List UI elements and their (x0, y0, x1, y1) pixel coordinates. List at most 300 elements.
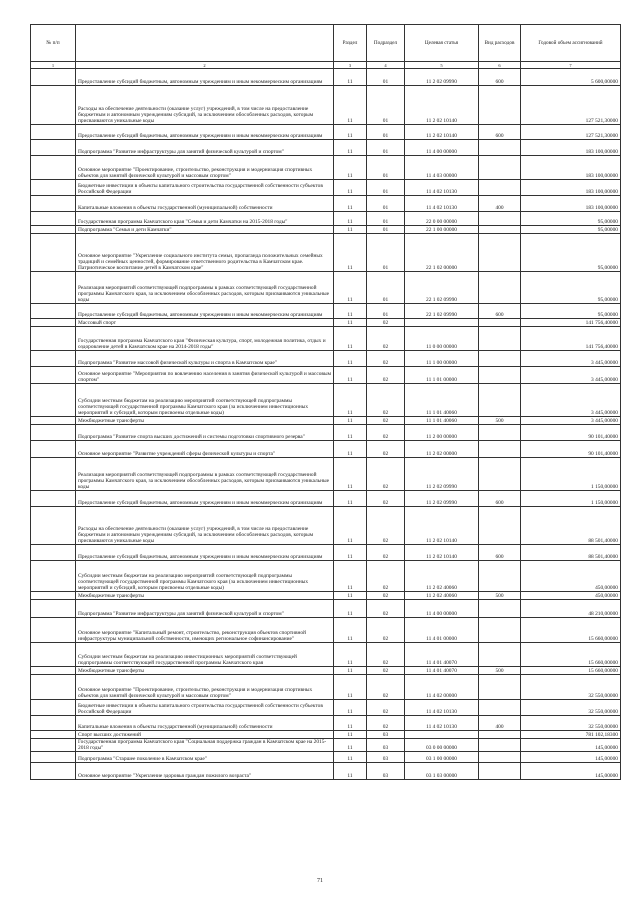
row-amount: 32 550,00000 (521, 716, 621, 731)
row-expense-type (479, 351, 521, 367)
row-amount: 3 445,00000 (521, 351, 621, 367)
row-section: 11 (334, 643, 367, 667)
row-section: 11 (334, 125, 367, 140)
table-row (31, 716, 621, 731)
row-target-article: 11 4 03 00000 (405, 156, 479, 180)
row-name: Бюджетные инвестиции в объекты капитального строительства государственной собственности субъектов Российской Федерации (76, 180, 334, 196)
table-row (31, 739, 621, 752)
row-num (31, 545, 76, 561)
header-name (76, 25, 334, 62)
column-number: 3 (334, 62, 367, 69)
row-section: 11 (334, 417, 367, 425)
row-name: Субсидии местным бюджетам на реализацию мероприятий соответствующей подпрограммы соответствующей государственной программы Камчатского края (за исключением инвестиционных мероприятий и субсидий, которым присвоены отдельные коды) (76, 384, 334, 417)
row-target-article: 11 4 02 10130 (405, 196, 479, 212)
row-amount: 3 445,00000 (521, 417, 621, 425)
row-name: Бюджетные инвестиции в объекты капитального строительства государственной собственности субъектов Российской Федерации (76, 700, 334, 716)
page-number: 71 (317, 878, 323, 884)
row-name: Основное мероприятие "Укрепление социального института семьи, пропаганда положительных семейных традиций и семейных ценностей, формирование ответственного родительства в Камчатском крае. Патриотическое воспитание детей в Камчатском крае" (76, 234, 334, 272)
row-num (31, 327, 76, 351)
row-amount: 48 210,00000 (521, 600, 621, 618)
row-amount: 781 102,18300 (521, 731, 621, 739)
row-target-article: 11 4 01 40070 (405, 667, 479, 675)
row-section: 11 (334, 716, 367, 731)
row-section: 11 (334, 507, 367, 545)
row-name: Субсидии местным бюджетам на реализацию мероприятий соответствующей подпрограммы соответствующей государственной программы Камчатского края (за исключением инвестиционных мероприятий и субсидий, которым присвоены отдельные коды) (76, 561, 334, 592)
row-target-article: 11 2 02 09990 (405, 458, 479, 491)
row-name: Расходы на обеспечение деятельности (оказание услуг) учреждений, в том числе на предоставление бюджетным и автономным учреждениям субсидий, за исключением обособленных расходов, которым присваиваются уникальные коды (76, 507, 334, 545)
column-number: 1 (31, 62, 76, 69)
table-row (31, 327, 621, 351)
row-target-article: 22 1 02 09990 (405, 304, 479, 319)
row-name: Государственная программа Камчатского края "Социальная поддержка граждан в Камчатском крае на 2015-2018 годы" (76, 739, 334, 752)
row-section: 11 (334, 384, 367, 417)
row-subsection: 02 (367, 700, 405, 716)
row-target-article: 22 1 02 00000 (405, 234, 479, 272)
row-expense-type (479, 212, 521, 226)
row-section: 11 (334, 592, 367, 600)
row-amount: 183 100,00000 (521, 196, 621, 212)
row-target-article: 11 4 00 00000 (405, 600, 479, 618)
row-amount: 15 660,00000 (521, 643, 621, 667)
row-expense-type (479, 156, 521, 180)
row-subsection: 03 (367, 752, 405, 763)
row-section: 11 (334, 351, 367, 367)
row-section: 11 (334, 752, 367, 763)
row-subsection: 01 (367, 212, 405, 226)
row-num (31, 125, 76, 140)
row-expense-type (479, 643, 521, 667)
row-subsection: 01 (367, 140, 405, 156)
header-expense-type: Вид расходов (479, 25, 521, 62)
row-subsection: 01 (367, 180, 405, 196)
row-expense-type: 600 (479, 69, 521, 86)
row-section: 11 (334, 425, 367, 441)
row-num (31, 417, 76, 425)
row-amount: 183 100,00000 (521, 156, 621, 180)
row-target-article: 22 0 00 00000 (405, 212, 479, 226)
row-amount: 183 100,00000 (521, 140, 621, 156)
row-subsection: 02 (367, 417, 405, 425)
row-subsection: 02 (367, 561, 405, 592)
table-row (31, 441, 621, 458)
row-expense-type (479, 384, 521, 417)
header-num: № п/п (31, 25, 76, 62)
row-name: Субсидии местным бюджетам на реализацию инвестиционных мероприятий соответствующей подпрограммы соответствующей государственной программы Камчатского края (76, 643, 334, 667)
row-num (31, 739, 76, 752)
row-name: Предоставление субсидий бюджетным, автономным учреждениям и иным некоммерческим организациям (76, 125, 334, 140)
row-name: Государственная программа Камчатского края "Семья и дети Камчатки на 2015-2018 годы" (76, 212, 334, 226)
table-row (31, 700, 621, 716)
row-expense-type: 500 (479, 417, 521, 425)
row-subsection: 02 (367, 643, 405, 667)
table-row (31, 86, 621, 125)
row-section: 11 (334, 545, 367, 561)
row-target-article: 03 1 03 00000 (405, 763, 479, 780)
row-subsection: 02 (367, 675, 405, 700)
budget-table (30, 24, 621, 780)
row-target-article: 11 4 00 00000 (405, 140, 479, 156)
row-subsection: 02 (367, 592, 405, 600)
table-row (31, 561, 621, 592)
row-target-article: 11 2 02 10140 (405, 86, 479, 125)
row-expense-type (479, 234, 521, 272)
row-section: 11 (334, 491, 367, 507)
row-expense-type (479, 327, 521, 351)
row-target-article: 11 4 02 10130 (405, 180, 479, 196)
row-name: Предоставление субсидий бюджетным, автономным учреждениям и иным некоммерческим организациям (76, 304, 334, 319)
row-target-article: 11 0 00 00000 (405, 327, 479, 351)
row-amount: 1 150,00000 (521, 491, 621, 507)
row-subsection: 01 (367, 272, 405, 304)
row-subsection: 01 (367, 226, 405, 234)
row-amount: 32 550,00000 (521, 700, 621, 716)
row-target-article (405, 319, 479, 327)
row-expense-type (479, 763, 521, 780)
row-subsection: 02 (367, 351, 405, 367)
row-section: 11 (334, 441, 367, 458)
table-row (31, 196, 621, 212)
row-num (31, 86, 76, 125)
row-amount: 1 150,00000 (521, 458, 621, 491)
row-target-article: 11 2 00 00000 (405, 425, 479, 441)
row-num (31, 212, 76, 226)
row-expense-type (479, 752, 521, 763)
table-row (31, 752, 621, 763)
row-section: 11 (334, 212, 367, 226)
row-section: 11 (334, 600, 367, 618)
row-name: Основное мероприятие "Проектирование, строительство, реконструкция и модернизация спортивных объектов для занятий физической культурой и массовым спортом" (76, 156, 334, 180)
row-section: 11 (334, 156, 367, 180)
row-name: Подпрограмма "Старшее поколение в Камчатском крае" (76, 752, 334, 763)
column-number: 6 (479, 62, 521, 69)
row-expense-type: 600 (479, 545, 521, 561)
row-num (31, 367, 76, 384)
table-row (31, 272, 621, 304)
row-target-article: 03 1 00 00000 (405, 752, 479, 763)
row-num (31, 700, 76, 716)
row-num (31, 763, 76, 780)
row-subsection: 03 (367, 731, 405, 739)
row-expense-type: 600 (479, 304, 521, 319)
row-num (31, 156, 76, 180)
row-subsection: 02 (367, 491, 405, 507)
column-number: 5 (405, 62, 479, 69)
row-amount: 15 660,00000 (521, 667, 621, 675)
row-name: Межбюджетные трансферты (76, 592, 334, 600)
column-number-row (31, 62, 621, 69)
table-row (31, 458, 621, 491)
row-section: 11 (334, 763, 367, 780)
row-num (31, 752, 76, 763)
row-amount: 90 101,40000 (521, 441, 621, 458)
row-num (31, 491, 76, 507)
row-name: Реализация мероприятий соответствующей подпрограммы в рамках соответствующей государственной программы Камчатского края, за исключением обособленных расходов, которым присваиваются уникальные коды (76, 458, 334, 491)
row-subsection: 01 (367, 304, 405, 319)
table-row (31, 425, 621, 441)
row-expense-type: 500 (479, 592, 521, 600)
row-target-article: 03 0 00 00000 (405, 739, 479, 752)
row-expense-type (479, 425, 521, 441)
table-row (31, 125, 621, 140)
row-amount: 5 600,00000 (521, 69, 621, 86)
row-subsection: 01 (367, 156, 405, 180)
row-target-article: 11 1 01 40060 (405, 417, 479, 425)
row-amount: 90 101,40000 (521, 425, 621, 441)
row-subsection: 01 (367, 196, 405, 212)
table-row (31, 675, 621, 700)
table-row (31, 180, 621, 196)
row-amount: 95,00000 (521, 304, 621, 319)
row-subsection: 01 (367, 86, 405, 125)
row-section: 11 (334, 86, 367, 125)
row-expense-type (479, 319, 521, 327)
row-name: Реализация мероприятий соответствующей подпрограммы в рамках соответствующей государственной программы Камчатского края, за исключением обособленных расходов, которым присваиваются уникальные коды (76, 272, 334, 304)
row-expense-type: 600 (479, 491, 521, 507)
row-num (31, 731, 76, 739)
row-target-article: 11 4 01 40070 (405, 643, 479, 667)
table-row (31, 763, 621, 780)
row-target-article: 11 1 01 40060 (405, 384, 479, 417)
row-section: 11 (334, 458, 367, 491)
row-section: 11 (334, 196, 367, 212)
row-amount: 127 521,30000 (521, 125, 621, 140)
row-name: Капитальные вложения в объекты государственной (муниципальной) собственности (76, 196, 334, 212)
row-target-article: 11 2 02 40060 (405, 592, 479, 600)
row-name: Предоставление субсидий бюджетным, автономным учреждениям и иным некоммерческим организациям (76, 545, 334, 561)
row-target-article: 11 2 02 09990 (405, 69, 479, 86)
row-num (31, 643, 76, 667)
row-target-article: 11 2 02 10140 (405, 125, 479, 140)
row-section: 11 (334, 700, 367, 716)
table-row (31, 592, 621, 600)
row-expense-type (479, 561, 521, 592)
row-expense-type (479, 507, 521, 545)
row-expense-type (479, 700, 521, 716)
row-subsection: 02 (367, 716, 405, 731)
header-subsection: Подраздел (367, 25, 405, 62)
row-amount: 95,00000 (521, 234, 621, 272)
row-amount: 183 100,00000 (521, 180, 621, 196)
row-amount: 88 501,40000 (521, 545, 621, 561)
row-amount: 32 550,00000 (521, 675, 621, 700)
row-num (31, 272, 76, 304)
row-expense-type (479, 226, 521, 234)
row-num (31, 675, 76, 700)
row-expense-type (479, 458, 521, 491)
row-target-article: 22 1 00 00000 (405, 226, 479, 234)
table-row (31, 417, 621, 425)
row-expense-type (479, 731, 521, 739)
table-row (31, 69, 621, 86)
row-subsection: 02 (367, 367, 405, 384)
row-subsection: 02 (367, 545, 405, 561)
row-section: 11 (334, 739, 367, 752)
row-section: 11 (334, 69, 367, 86)
row-amount: 88 501,40000 (521, 507, 621, 545)
row-name: Основное мероприятие "Мероприятия по вовлечению населения в занятия физической культурой и массовым спортом" (76, 367, 334, 384)
table-row (31, 156, 621, 180)
row-expense-type (479, 675, 521, 700)
row-expense-type (479, 441, 521, 458)
row-section: 11 (334, 140, 367, 156)
row-subsection: 02 (367, 319, 405, 327)
header-amount: Годовой объем ассигнований (521, 25, 621, 62)
table-row (31, 234, 621, 272)
table-row (31, 140, 621, 156)
row-num (31, 140, 76, 156)
row-num (31, 180, 76, 196)
row-amount: 450,00000 (521, 592, 621, 600)
column-number: 2 (76, 62, 334, 69)
header-section: Раздел (334, 25, 367, 62)
row-num (31, 441, 76, 458)
row-subsection: 01 (367, 69, 405, 86)
table-body (31, 69, 621, 780)
row-subsection: 02 (367, 384, 405, 417)
row-subsection: 02 (367, 667, 405, 675)
row-name: Межбюджетные трансферты (76, 417, 334, 425)
row-section: 11 (334, 226, 367, 234)
row-name: Спорт высших достижений (76, 731, 334, 739)
row-amount: 145,00000 (521, 739, 621, 752)
row-expense-type (479, 180, 521, 196)
row-expense-type (479, 618, 521, 643)
row-name: Государственная программа Камчатского края "Физическая культура, спорт, молодежная политика, отдых и оздоровление детей в Камчатском крае на 2014-2018 годы" (76, 327, 334, 351)
row-target-article: 11 2 02 09990 (405, 491, 479, 507)
row-section: 11 (334, 327, 367, 351)
table-row (31, 731, 621, 739)
table-row (31, 304, 621, 319)
row-target-article (405, 731, 479, 739)
row-subsection: 02 (367, 441, 405, 458)
row-num (31, 304, 76, 319)
row-amount: 145,00000 (521, 752, 621, 763)
row-subsection: 02 (367, 600, 405, 618)
row-name: Подпрограмма "Развитие массовой физической культуры и спорта в Камчатском крае" (76, 351, 334, 367)
row-amount: 3 445,00000 (521, 367, 621, 384)
row-expense-type (479, 600, 521, 618)
row-subsection: 02 (367, 327, 405, 351)
row-amount: 450,00000 (521, 561, 621, 592)
table-row (31, 319, 621, 327)
row-num (31, 226, 76, 234)
budget-table-sheet (30, 24, 620, 780)
row-target-article: 11 4 02 10130 (405, 716, 479, 731)
row-num (31, 234, 76, 272)
row-num (31, 458, 76, 491)
row-amount: 15 660,00000 (521, 618, 621, 643)
row-expense-type (479, 272, 521, 304)
row-section: 11 (334, 667, 367, 675)
row-amount: 141 756,40000 (521, 319, 621, 327)
row-subsection: 02 (367, 618, 405, 643)
row-amount: 127 521,30000 (521, 86, 621, 125)
row-expense-type: 400 (479, 716, 521, 731)
row-name: Подпрограмма "Развитие спорта высших достижений и системы подготовки спортивного резерва" (76, 425, 334, 441)
row-target-article: 11 4 02 00000 (405, 675, 479, 700)
row-expense-type (479, 86, 521, 125)
row-num (31, 319, 76, 327)
row-target-article: 11 2 02 00000 (405, 441, 479, 458)
row-name: Капитальные вложения в объекты государственной (муниципальной) собственности (76, 716, 334, 731)
row-expense-type (479, 739, 521, 752)
row-target-article: 11 2 02 40060 (405, 561, 479, 592)
row-expense-type: 600 (479, 125, 521, 140)
column-number: 4 (367, 62, 405, 69)
row-section: 11 (334, 367, 367, 384)
row-num (31, 196, 76, 212)
column-number: 7 (521, 62, 621, 69)
row-section: 11 (334, 272, 367, 304)
row-num (31, 561, 76, 592)
row-section: 11 (334, 234, 367, 272)
row-target-article: 11 2 02 10140 (405, 545, 479, 561)
row-subsection: 02 (367, 458, 405, 491)
row-expense-type (479, 140, 521, 156)
row-target-article: 11 4 01 00000 (405, 618, 479, 643)
row-name: Основное мероприятие "Проектирование, строительство, реконструкция и модернизация спортивных объектов для занятий физической культурой и массовым спортом" (76, 675, 334, 700)
row-target-article: 11 1 00 00000 (405, 351, 479, 367)
row-name: Расходы на обеспечение деятельности (оказание услуг) учреждений, в том числе на предоставление бюджетным и автономным учреждениям субсидий, за исключением обособленных расходов, которым присваиваются уникальные коды (76, 86, 334, 125)
row-name: Межбюджетные трансферты (76, 667, 334, 675)
row-expense-type: 500 (479, 667, 521, 675)
row-name: Основное мероприятие "Капитальный ремонт, строительство, реконструкция объектов спортивной инфраструктуры муниципальной собственности, имеющих региональное софинансирование" (76, 618, 334, 643)
table-row (31, 367, 621, 384)
row-name: Подпрограмма "Развитие инфраструктуры для занятий физической культурой и спортом" (76, 140, 334, 156)
row-expense-type (479, 367, 521, 384)
table-row (31, 600, 621, 618)
row-amount: 95,00000 (521, 272, 621, 304)
table-row (31, 351, 621, 367)
row-num (31, 351, 76, 367)
table-row (31, 618, 621, 643)
row-subsection: 01 (367, 234, 405, 272)
row-target-article: 11 1 01 00000 (405, 367, 479, 384)
row-expense-type: 400 (479, 196, 521, 212)
row-amount: 145,00000 (521, 763, 621, 780)
row-name: Основное мероприятие "Укрепление здоровья граждан пожилого возраста" (76, 763, 334, 780)
table-row (31, 545, 621, 561)
row-section: 11 (334, 618, 367, 643)
table-row (31, 643, 621, 667)
row-section: 11 (334, 675, 367, 700)
row-target-article: 11 4 02 10130 (405, 700, 479, 716)
row-num (31, 425, 76, 441)
row-section: 11 (334, 319, 367, 327)
row-num (31, 69, 76, 86)
row-name: Подпрограмма "Развитие инфраструктуры для занятий физической культурой и спортом" (76, 600, 334, 618)
table-row (31, 507, 621, 545)
row-subsection: 03 (367, 763, 405, 780)
row-num (31, 667, 76, 675)
row-name: Предоставление субсидий бюджетным, автономным учреждениям и иным некоммерческим организациям (76, 69, 334, 86)
table-row (31, 226, 621, 234)
table-row (31, 384, 621, 417)
row-num (31, 600, 76, 618)
table-row (31, 491, 621, 507)
header-target-article: Целевая статья (405, 25, 479, 62)
row-subsection: 01 (367, 125, 405, 140)
row-subsection: 03 (367, 739, 405, 752)
row-name: Массовый спорт (76, 319, 334, 327)
row-section: 11 (334, 561, 367, 592)
row-target-article: 11 2 02 10140 (405, 507, 479, 545)
row-name: Основное мероприятие "Развитие учреждений сферы физической культуры и спорта" (76, 441, 334, 458)
table-header-row (31, 25, 621, 62)
row-subsection: 02 (367, 425, 405, 441)
row-subsection: 02 (367, 507, 405, 545)
row-amount: 95,00000 (521, 212, 621, 226)
